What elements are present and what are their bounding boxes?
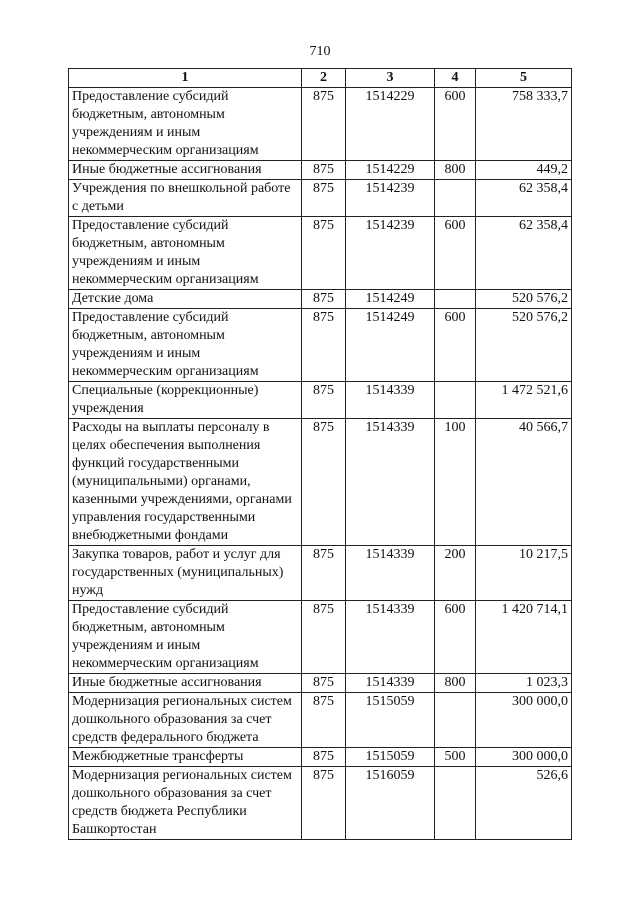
row-amount: 300 000,0 xyxy=(476,693,572,748)
row-amount: 1 420 714,1 xyxy=(476,601,572,674)
row-name: Иные бюджетные ассигнования xyxy=(69,161,302,180)
row-amount: 1 023,3 xyxy=(476,674,572,693)
row-target-code: 1514229 xyxy=(346,161,435,180)
row-ministry-code: 875 xyxy=(302,767,346,840)
row-ministry-code: 875 xyxy=(302,674,346,693)
row-amount: 526,6 xyxy=(476,767,572,840)
row-target-code: 1514239 xyxy=(346,217,435,290)
row-expense-type xyxy=(435,180,476,217)
column-header-1: 1 xyxy=(69,69,302,88)
row-target-code: 1514249 xyxy=(346,309,435,382)
row-target-code: 1514339 xyxy=(346,546,435,601)
table-row xyxy=(69,419,572,546)
row-ministry-code: 875 xyxy=(302,88,346,161)
row-name: Предоставление субсидий бюджетным, автономным учреждениям и иным некоммерческим организациям xyxy=(69,88,302,161)
row-ministry-code: 875 xyxy=(302,290,346,309)
table-row xyxy=(69,546,572,601)
row-expense-type: 100 xyxy=(435,419,476,546)
row-target-code: 1514239 xyxy=(346,180,435,217)
row-expense-type xyxy=(435,767,476,840)
row-expense-type: 200 xyxy=(435,546,476,601)
row-expense-type: 600 xyxy=(435,88,476,161)
row-expense-type: 800 xyxy=(435,161,476,180)
page-number: 710 xyxy=(309,44,331,59)
row-expense-type xyxy=(435,382,476,419)
row-name: Расходы на выплаты персоналу в целях обеспечения выполнения функций государственными (муниципальными) органами, казенными учреждениями, органами управления государственными внебюджетными фондами xyxy=(69,419,302,546)
row-target-code: 1515059 xyxy=(346,748,435,767)
row-expense-type: 600 xyxy=(435,309,476,382)
row-target-code: 1514339 xyxy=(346,419,435,546)
row-amount: 62 358,4 xyxy=(476,180,572,217)
row-name: Межбюджетные трансферты xyxy=(69,748,302,767)
row-name: Закупка товаров, работ и услуг для государственных (муниципальных) нужд xyxy=(69,546,302,601)
row-amount: 449,2 xyxy=(476,161,572,180)
row-ministry-code: 875 xyxy=(302,693,346,748)
table-row xyxy=(69,161,572,180)
row-name: Предоставление субсидий бюджетным, автономным учреждениям и иным некоммерческим организациям xyxy=(69,309,302,382)
row-name: Модернизация региональных систем дошкольного образования за счет средств федерального бюджета xyxy=(69,693,302,748)
row-target-code: 1515059 xyxy=(346,693,435,748)
row-ministry-code: 875 xyxy=(302,546,346,601)
table-row xyxy=(69,88,572,161)
row-expense-type: 600 xyxy=(435,217,476,290)
column-header-3: 3 xyxy=(346,69,435,88)
table-row xyxy=(69,217,572,290)
row-name: Иные бюджетные ассигнования xyxy=(69,674,302,693)
row-expense-type xyxy=(435,290,476,309)
row-ministry-code: 875 xyxy=(302,309,346,382)
row-ministry-code: 875 xyxy=(302,217,346,290)
row-expense-type: 600 xyxy=(435,601,476,674)
table-header-row xyxy=(69,69,572,88)
row-target-code: 1516059 xyxy=(346,767,435,840)
table-row xyxy=(69,748,572,767)
column-header-2: 2 xyxy=(302,69,346,88)
row-amount: 520 576,2 xyxy=(476,290,572,309)
row-amount: 40 566,7 xyxy=(476,419,572,546)
row-amount: 62 358,4 xyxy=(476,217,572,290)
row-ministry-code: 875 xyxy=(302,601,346,674)
column-header-5: 5 xyxy=(476,69,572,88)
row-expense-type xyxy=(435,693,476,748)
row-name: Модернизация региональных систем дошкольного образования за счет средств бюджета Республики Башкортостан xyxy=(69,767,302,840)
row-name: Учреждения по внешкольной работе с детьми xyxy=(69,180,302,217)
row-name: Детские дома xyxy=(69,290,302,309)
row-name: Предоставление субсидий бюджетным, автономным учреждениям и иным некоммерческим организациям xyxy=(69,217,302,290)
row-ministry-code: 875 xyxy=(302,382,346,419)
row-amount: 300 000,0 xyxy=(476,748,572,767)
row-name: Предоставление субсидий бюджетным, автономным учреждениям и иным некоммерческим организациям xyxy=(69,601,302,674)
row-ministry-code: 875 xyxy=(302,748,346,767)
row-amount: 10 217,5 xyxy=(476,546,572,601)
table-row xyxy=(69,767,572,840)
row-amount: 1 472 521,6 xyxy=(476,382,572,419)
table-row xyxy=(69,382,572,419)
table-row xyxy=(69,290,572,309)
row-target-code: 1514339 xyxy=(346,674,435,693)
table-row xyxy=(69,180,572,217)
row-target-code: 1514339 xyxy=(346,601,435,674)
row-ministry-code: 875 xyxy=(302,419,346,546)
row-name: Специальные (коррекционные) учреждения xyxy=(69,382,302,419)
row-amount: 520 576,2 xyxy=(476,309,572,382)
row-ministry-code: 875 xyxy=(302,180,346,217)
row-expense-type: 500 xyxy=(435,748,476,767)
row-target-code: 1514249 xyxy=(346,290,435,309)
table-row xyxy=(69,601,572,674)
row-amount: 758 333,7 xyxy=(476,88,572,161)
row-target-code: 1514339 xyxy=(346,382,435,419)
table-row xyxy=(69,309,572,382)
table-row xyxy=(69,693,572,748)
table-row xyxy=(69,674,572,693)
row-expense-type: 800 xyxy=(435,674,476,693)
budget-table xyxy=(68,68,572,840)
column-header-4: 4 xyxy=(435,69,476,88)
row-ministry-code: 875 xyxy=(302,161,346,180)
row-target-code: 1514229 xyxy=(346,88,435,161)
